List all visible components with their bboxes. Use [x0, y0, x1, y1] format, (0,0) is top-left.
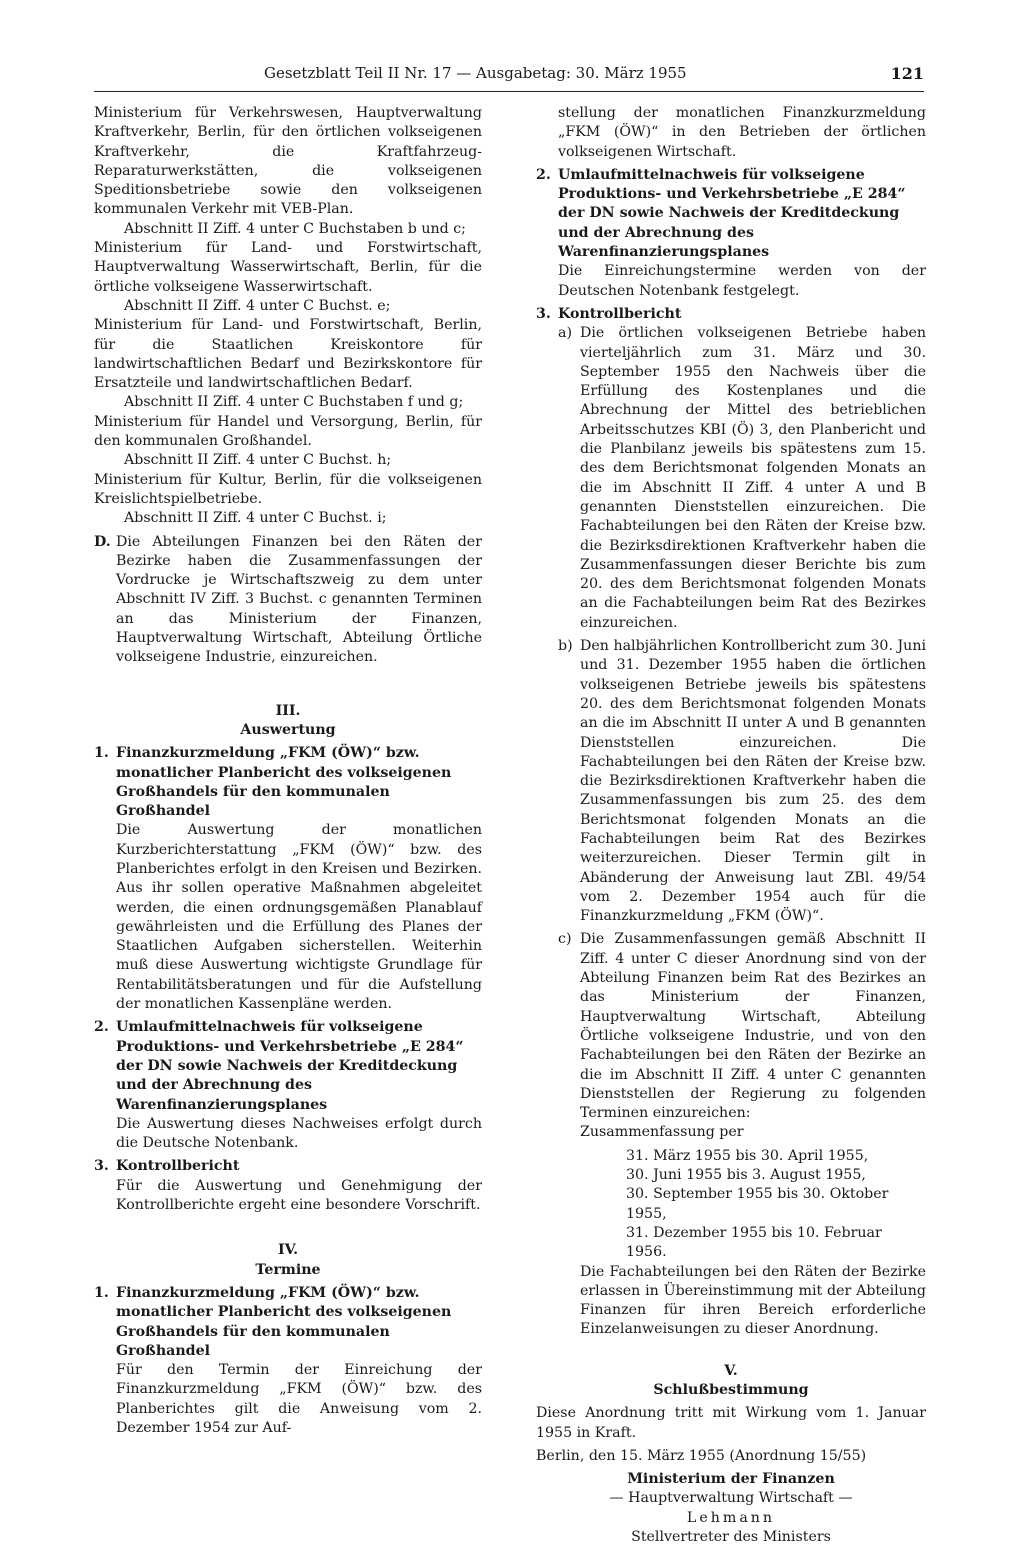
item-title: Umlaufmittelnachweis für volkseigene Produktions- und Verkehrsbetriebe „E 284“ der DN sowie Nachweis der Kreditdeckung und der Abrechnung des Warenfinanzierungsplanes — [558, 166, 906, 261]
sub-item-text: Die Zusammenfassungen gemäß Abschnitt II Ziff. 4 unter C dieser Anordnung sind von der Abteilung Finanzen beim Rat des Bezirkes an das Ministerium der Finanzen, Hauptverwaltung Wirtschaft, Abteilung Örtliche volkseigene Industrie, und von den Fachabteilungen bei den Räten der Bezirke an die im Abschnitt II Ziff. 4 unter C genannten Dienststellen der Regierung zu folgenden Terminen einzureichen: — [580, 931, 926, 1122]
item-title: Kontrollbericht — [116, 1158, 240, 1175]
list-item — [94, 1157, 482, 1215]
signature-ministry: Ministerium der Finanzen — [627, 1471, 835, 1488]
item-text: Für den Termin der Einreichung der Finanzkurzmeldung „FKM (ÖW)“ bzw. des Planberichtes gilt die Anweisung vom 2. Dezember 1954 zur Auf- — [116, 1362, 482, 1436]
sub-item-label: b) — [558, 638, 573, 655]
section-reference: Abschnitt II Ziff. 4 unter C Buchstaben f und g; — [124, 394, 464, 411]
item-label: 2. — [536, 166, 551, 183]
page-header — [94, 64, 924, 90]
date-range: 30. Juni 1955 bis 3. August 1955, — [626, 1167, 866, 1184]
list-item — [94, 1018, 482, 1153]
signature-role: Stellvertreter des Ministers — [631, 1529, 831, 1546]
section-reference: Abschnitt II Ziff. 4 unter C Buchst. i; — [124, 510, 387, 527]
section-reference: Abschnitt II Ziff. 4 unter C Buchstaben b und c; — [124, 220, 466, 237]
sub-item-text: Die Fachabteilungen bei den Räten der Bezirke erlassen in Übereinstimmung mit der Abteilung Finanzen für ihren Bereich erforderliche Einzelanweisungen zu dieser Anordnung. — [580, 1263, 926, 1338]
item-title: Finanzkurzmeldung „FKM (ÖW)“ bzw. monatlicher Planbericht des volkseigenen Großhandels für den kommunalen Großhandel — [116, 1284, 452, 1359]
signature-name: Lehmann — [686, 1509, 776, 1526]
item-label: 3. — [94, 1158, 109, 1175]
sub-item-c — [558, 930, 926, 1339]
item-label: 1. — [94, 1284, 109, 1301]
header-title: Gesetzblatt Teil II Nr. 17 — Ausgabetag: 30. März 1955 — [264, 64, 687, 82]
right-column — [536, 104, 926, 1547]
left-column — [94, 104, 482, 1438]
sub-item-label: c) — [558, 931, 572, 948]
section-number: IV. — [277, 1242, 299, 1259]
item-label: 1. — [94, 745, 109, 762]
summary-label: Zusammenfassung per — [580, 1124, 744, 1141]
paragraph: Ministerium für Kultur, Berlin, für die volkseigenen Kreislichtspielbetriebe. — [94, 471, 482, 507]
header-rule — [94, 91, 924, 92]
paragraph: Ministerium für Land- und Forstwirtschaft, Hauptverwaltung Wasserwirtschaft, Berlin, für die örtliche volkseigene Wasserwirtschaft. — [94, 240, 482, 295]
sub-item-a — [558, 324, 926, 633]
section-number: V. — [724, 1362, 738, 1379]
list-item — [94, 744, 482, 1014]
item-label: 3. — [536, 305, 551, 322]
item-label: D. — [94, 533, 111, 550]
item-title: Umlaufmittelnachweis für volkseigene Produktions- und Verkehrsbetriebe „E 284“ der DN sowie Nachweis der Kreditdeckung und der Abrechnung des Warenfinanzierungsplanes — [116, 1019, 464, 1113]
item-text: Für die Auswertung und Genehmigung der Kontrollberichte ergeht eine besondere Vorschrift. — [116, 1177, 482, 1214]
item-title: Finanzkurzmeldung „FKM (ÖW)“ bzw. monatlicher Planbericht des volkseigenen Großhandels für den kommunalen Großhandel — [116, 745, 452, 820]
section-title: Schlußbestimmung — [653, 1382, 809, 1398]
place-date: Berlin, den 15. März 1955 (Anordnung 15/55) — [536, 1447, 867, 1464]
date-range: 30. September 1955 bis 30. Oktober 1955, — [626, 1186, 889, 1222]
paragraph: Ministerium für Verkehrswesen, Hauptverwaltung Kraftverkehr, Berlin, für den örtlichen volkseigenen Kraftverkehr, die Kraftfahrzeug-Reparaturwerkstätten, die volkseigenen Speditionsbetriebe sowie den volkseigenen kommunalen Verkehr mit VEB-Plan. — [94, 105, 482, 218]
list-item — [536, 305, 926, 1340]
section-reference: Abschnitt II Ziff. 4 unter C Buchst. h; — [124, 452, 392, 469]
section-title: Termine — [255, 1261, 321, 1278]
list-item — [536, 166, 926, 301]
sub-item-b — [558, 637, 926, 926]
item-text: Die Auswertung der monatlichen Kurzberichterstattung „FKM (ÖW)“ bzw. des Planberichtes erfolgt in den Kreisen und Bezirken. Aus ihr sollen operative Maßnahmen abgeleitet werden, die einen ordnungsgemäßen Planablauf gewährleisten und die Erfüllung des Planes der Staatlichen Aufgaben sicherstellen. Weiterhin muß diese Auswertung wichtigste Grundlage für Rentabilitätsberatungen und für die Aufstellung der monatlichen Kassenpläne werden. — [116, 822, 482, 1013]
item-title: Kontrollbericht — [558, 305, 682, 322]
list-item-d — [94, 533, 482, 668]
item-label: 2. — [94, 1019, 109, 1036]
list-item — [94, 1284, 482, 1438]
signature-department: — Hauptverwaltung Wirtschaft — — [609, 1490, 853, 1507]
item-text: Die Auswertung dieses Nachweises erfolgt durch die Deutsche Notenbank. — [116, 1115, 482, 1152]
sub-item-text: Den halbjährlichen Kontrollbericht zum 30. Juni und 31. Dezember 1955 haben die örtlichen volkseigenen Betriebe jeweils bis spätestens 20. des dem Berichtsmonat folgenden Monats an die im Abschnitt II unter A und B genannten Dienststellen einzureichen. Die Fachabteilungen bei den Räten der Kreise bzw. die Bezirksdirektionen Kraftverkehr haben die Zusammenfassungen bis zum 25. des dem Berichtsmonat folgenden Monats an die Fachabteilungen beim Rat des Bezirkes weiterzureichen. Dieser Termin gilt in Abänderung der Anweisung laut ZBl. 49/54 vom 2. Dezember 1954 auch für die Finanzkurzmeldung „FKM (ÖW)“. — [580, 638, 926, 925]
item-text: Die Abteilungen Finanzen bei den Räten der Bezirke haben die Zusammenfassungen der Vordrucke je Wirtschaftszweig zu dem unter Abschnitt IV Ziff. 3 Buchst. c genannten Terminen an das Ministerium der Finanzen, Hauptverwaltung Wirtschaft, Abteilung Örtliche volkseigene Industrie, einzureichen. — [116, 533, 482, 666]
date-range: 31. März 1955 bis 30. April 1955, — [626, 1147, 869, 1164]
date-range: 31. Dezember 1955 bis 10. Februar 1956. — [626, 1224, 882, 1261]
sub-item-text: Die örtlichen volkseigenen Betriebe haben vierteljährlich zum 31. März und 30. September 1955 den Nachweis über die Erfüllung des Kostenplanes und die Abrechnung der Mittel des betrieblichen Arbeitsschutzes KBI (Ö) 3, den Planbericht und die Planbilanz jeweils bis spätestens zum 15. des dem Berichtsmonat folgenden Monats an die im Abschnitt II Ziff. 4 unter A und B genannten Dienststellen einzureichen. Die Fachabteilungen bei den Räten der Kreise bzw. die Bezirksdirektionen Kraftverkehr haben die Zusammenfassungen dieser Berichte bis zum 20. des dem Berichtsmonat folgenden Monats an die Fachabteilungen beim Rat des Bezirkes einzureichen. — [580, 325, 926, 631]
paragraph: Ministerium für Land- und Forstwirtschaft, Berlin, für die Staatlichen Kreiskontore für landwirtschaftlichen Bedarf und Bezirkskontore für Ersatzteile und landwirtschaftlichen Bedarf. — [94, 317, 482, 392]
section-title: Auswertung — [240, 721, 336, 738]
page-number: 121 — [890, 64, 924, 83]
item-text: Die Einreichungstermine werden von der Deutschen Notenbank festgelegt. — [558, 263, 926, 299]
section-reference: Abschnitt II Ziff. 4 unter C Buchst. e; — [124, 297, 391, 314]
sub-item-label: a) — [558, 325, 572, 342]
paragraph-continuation: stellung der monatlichen Finanzkurzmeldung „FKM (ÖW)“ in den Betrieben der örtlichen volkseigenen Wirtschaft. — [558, 105, 926, 160]
paragraph: Ministerium für Handel und Versorgung, Berlin, für den kommunalen Großhandel. — [94, 413, 482, 450]
section-number: III. — [275, 702, 301, 719]
paragraph: Diese Anordnung tritt mit Wirkung vom 1. Januar 1955 in Kraft. — [536, 1405, 926, 1441]
